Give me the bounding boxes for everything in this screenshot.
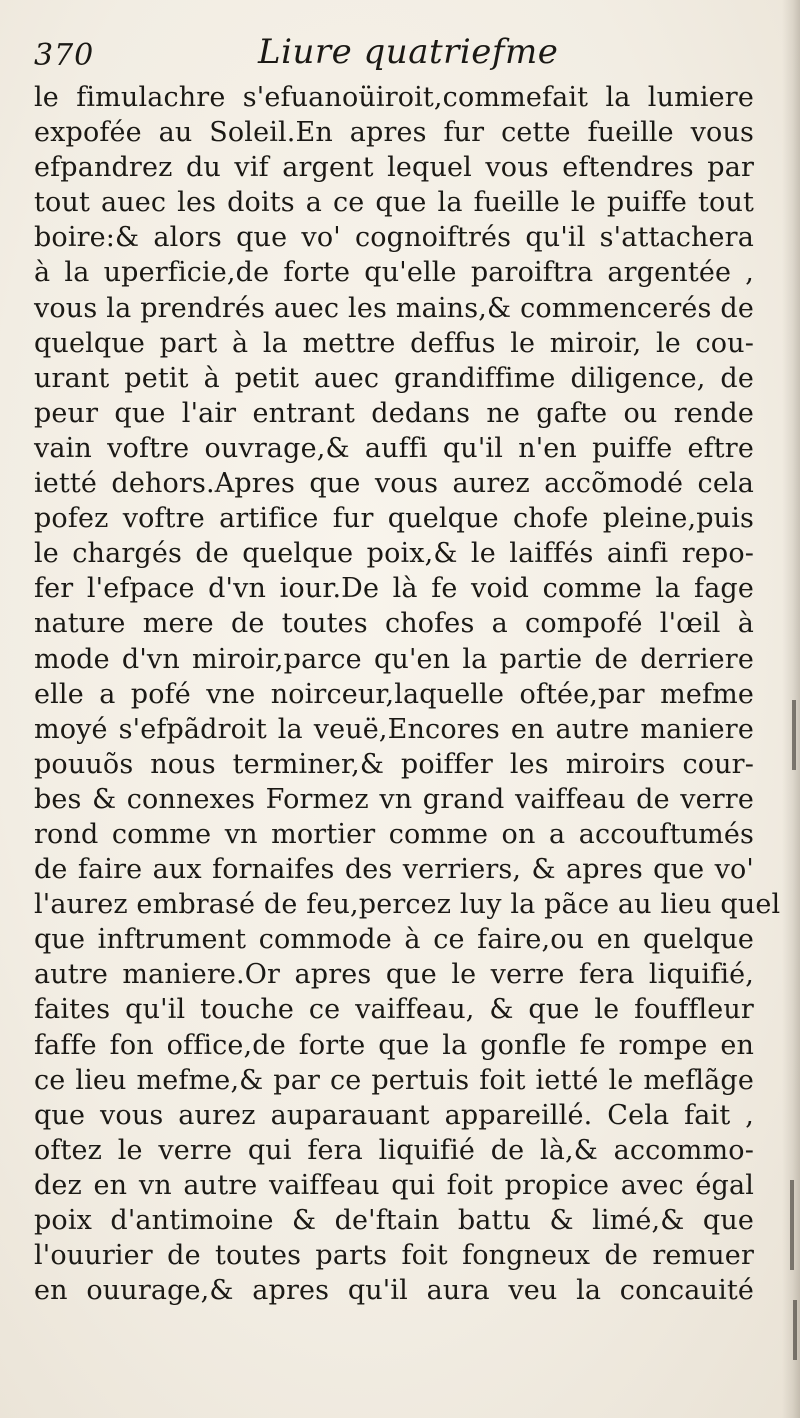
body-text — [34, 80, 781, 1308]
text-line: peur que l'air entrant dedans ne gafte ou rende — [34, 397, 754, 429]
text-line: le fimulachre s'efuanoüiroit,commefait la lumiere — [34, 82, 754, 113]
page-number: 370 — [34, 38, 95, 73]
text-line: ietté dehors.Apres que vous aurez accõmodé cela — [34, 468, 754, 500]
text-line: ce lieu mefme,& par ce pertuis foit ietté le meflãge — [34, 1064, 754, 1096]
text-line: poix d'antimoine & de'ftain battu & limé,& que — [34, 1205, 754, 1236]
text-line: pofez voftre artifice fur quelque chofe pleine,puis — [34, 503, 754, 535]
text-line: fer l'efpace d'vn iour.De là fe void comme la fage — [34, 573, 754, 605]
text-line: mode d'vn miroir,parce qu'en la partie de derriere — [34, 643, 754, 675]
text-line: le chargés de quelque poix,& le laiffés ainfi repo- — [34, 538, 754, 570]
text-line: urant petit à petit auec grandiffime diligence, de — [34, 362, 754, 394]
text-line: tout auec les doits a ce que la fueille le puiffe tout — [34, 187, 754, 219]
text-line: en ouurage,& apres qu'il aura veu la concauité — [34, 1275, 754, 1307]
text-line: que inftrument commode à ce faire,ou en quelque — [34, 924, 754, 956]
margin-ink-mark — [792, 700, 796, 770]
text-line: de faire aux fornaifes des verriers, & apres que vo' — [34, 854, 754, 886]
text-line: dez en vn autre vaiffeau qui foit propice avec égal — [34, 1169, 754, 1201]
running-head: Liure quatriefme — [258, 32, 559, 72]
text-line: à la uperficie,de forte qu'elle paroiftra argentée , — [34, 257, 754, 289]
text-line: vous la prendrés auec les mains,& commencerés de — [34, 292, 754, 324]
text-line: rond comme vn mortier comme on a accouftumés — [34, 818, 754, 850]
text-line: l'aurez embrasé de feu,percez luy la pãce au lieu quel — [34, 889, 781, 921]
text-line: pouuõs nous terminer,& poiffer les miroirs cour- — [34, 748, 754, 780]
margin-ink-mark — [790, 1180, 794, 1270]
text-line: nature mere de toutes chofes a compofé l'œil à — [34, 608, 754, 640]
text-line: boire:& alors que vo' cognoiftrés qu'il s'attachera — [34, 222, 754, 254]
text-line: efpandrez du vif argent lequel vous eftendres par — [34, 152, 754, 184]
text-line: autre maniere.Or apres que le verre fera liquifié, — [34, 959, 754, 991]
text-line: moyé s'efpãdroit la veuë,Encores en autre maniere — [34, 713, 754, 745]
text-line: oftez le verre qui fera liquifié de là,& accommo- — [34, 1134, 754, 1166]
text-line: elle a pofé vne noirceur,laquelle oftée,par mefme — [34, 678, 754, 710]
text-line: faffe fon office,de forte que la gonfle fe rompe en — [34, 1029, 754, 1061]
text-line: faites qu'il touche ce vaiffeau, & que le fouffleur — [34, 994, 754, 1026]
text-line: l'ouurier de toutes parts foit fongneux de remuer — [34, 1240, 754, 1272]
text-line: vain voftre ouvrage,& auffi qu'il n'en puiffe eftre — [34, 432, 754, 464]
text-line: que vous aurez auparauant appareillé. Cela fait , — [34, 1099, 754, 1131]
text-line: quelque part à la mettre deffus le miroir, le cou- — [34, 327, 754, 359]
margin-ink-mark — [793, 1300, 797, 1360]
text-line: bes & connexes Formez vn grand vaiffeau de verre — [34, 783, 754, 815]
text-line: expofée au Soleil.En apres fur cette fueille vous — [34, 117, 754, 149]
